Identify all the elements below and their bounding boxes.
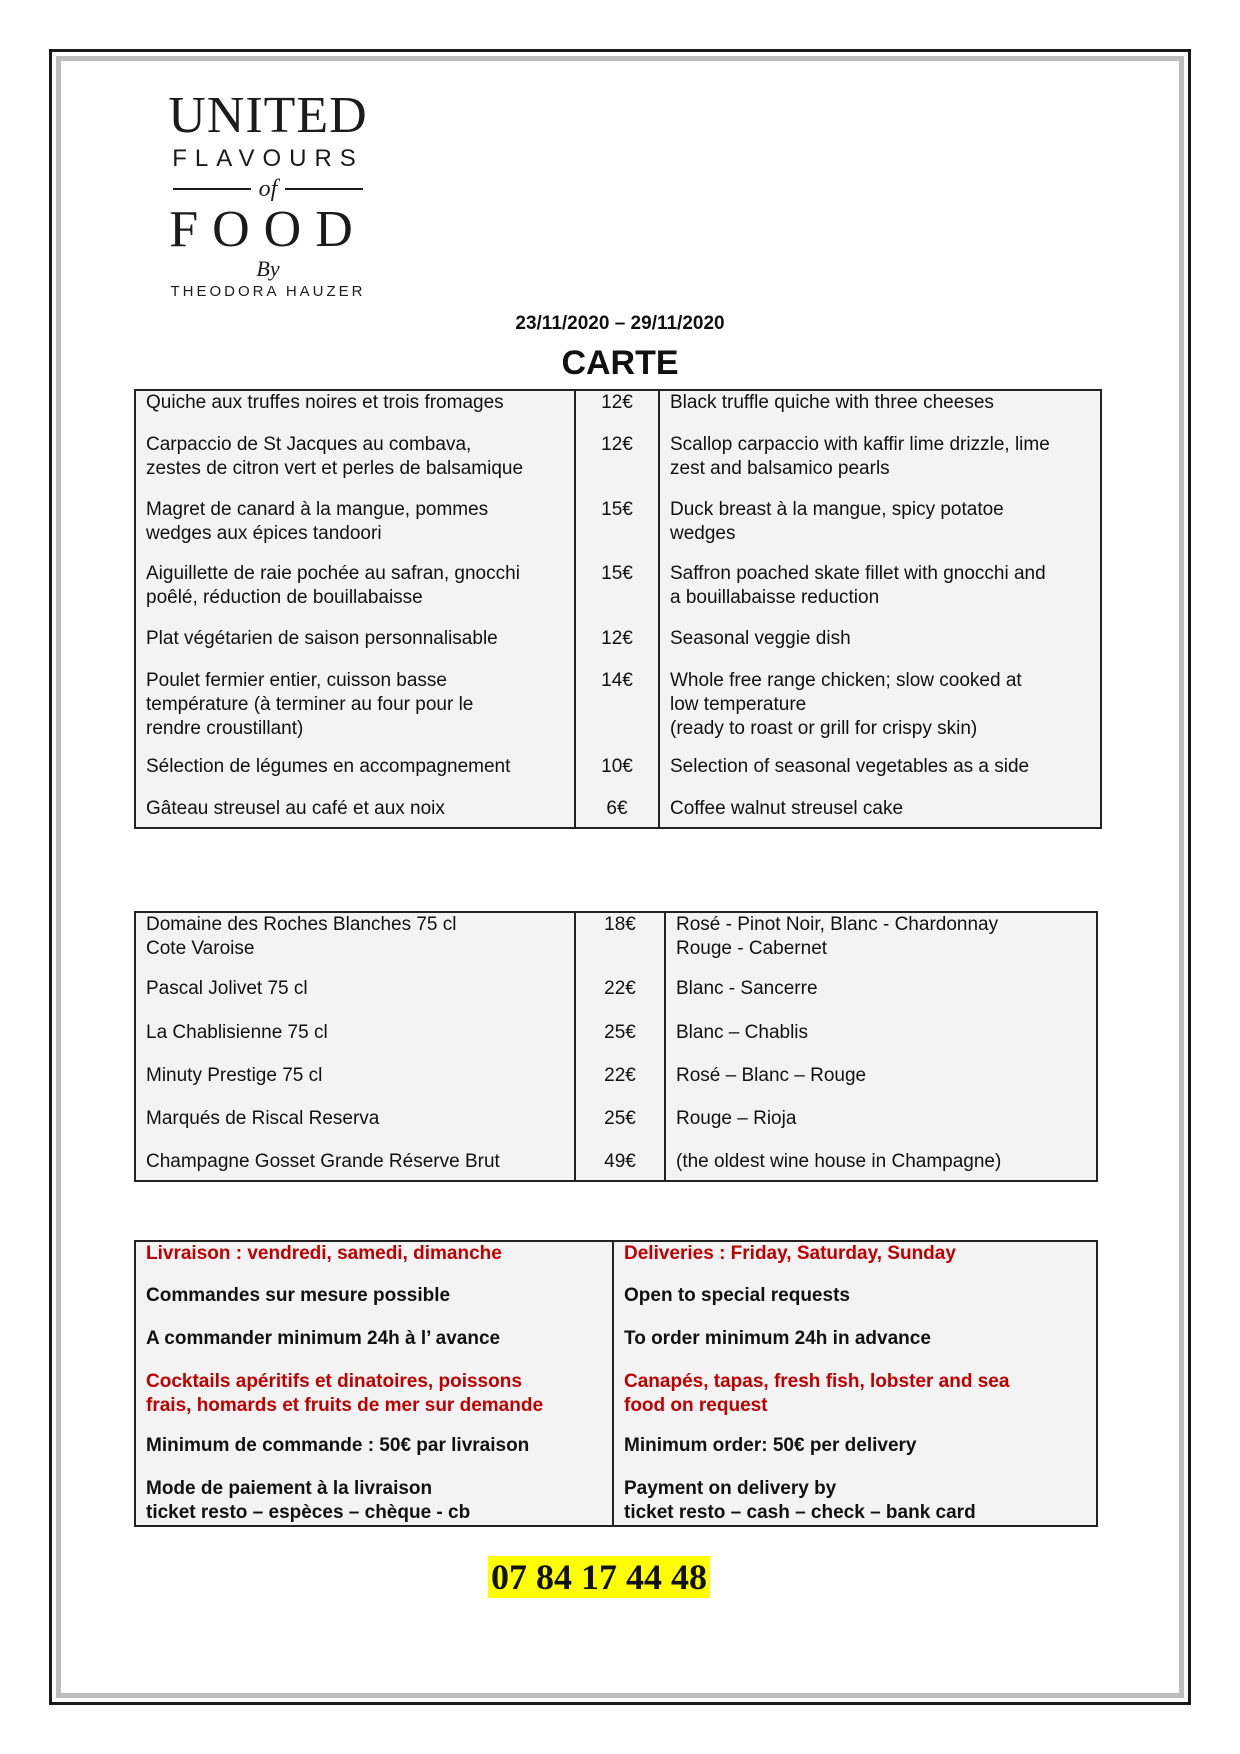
- wine-name: [135, 977, 575, 1021]
- info-en-line: Canapés, tapas, fresh fish, lobster and sea: [624, 1371, 1010, 1392]
- wine-name: [135, 1064, 575, 1107]
- dish-name-fr-line: rendre croustillant): [146, 718, 304, 739]
- info-fr: [135, 1434, 613, 1477]
- wine-description-line: Blanc - Sancerre: [676, 978, 818, 999]
- info-en-line: ticket resto – cash – check – bank card: [624, 1502, 976, 1523]
- wine-description-line: Rosé – Blanc – Rouge: [676, 1065, 867, 1086]
- wine-name-line: Pascal Jolivet 75 cl: [146, 978, 308, 999]
- phone-number[interactable]: 07 84 17 44 48: [488, 1556, 710, 1598]
- wine-name: [135, 912, 575, 977]
- info-en-line: Minimum order: 50€ per delivery: [624, 1435, 917, 1456]
- wine-name-line: Champagne Gosset Grande Réserve Brut: [146, 1151, 500, 1172]
- logo-united: UNITED: [168, 87, 368, 144]
- info-fr-line: Minimum de commande : 50€ par livraison: [146, 1435, 530, 1456]
- dish-name-fr-line: zestes de citron vert et perles de balsamique: [146, 458, 524, 479]
- wines-row: [135, 1064, 1097, 1107]
- delivery-info-table: [134, 1240, 1098, 1527]
- info-row: [135, 1241, 1097, 1284]
- info-en-line: Deliveries : Friday, Saturday, Sunday: [624, 1243, 956, 1264]
- dish-name-en-line: low temperature: [670, 694, 807, 715]
- dish-name-fr: [135, 627, 575, 669]
- dish-name-en-line: a bouillabaisse reduction: [670, 587, 880, 608]
- menu-row: [135, 669, 1101, 755]
- wine-description-line: Rouge - Cabernet: [676, 938, 828, 959]
- date-range: 23/11/2020 – 29/11/2020: [515, 313, 725, 334]
- dish-price: 15€: [575, 562, 659, 627]
- menu-row: [135, 562, 1101, 627]
- dish-name-fr-line: wedges aux épices tandoori: [146, 523, 382, 544]
- dish-name-en-line: Whole free range chicken; slow cooked at: [670, 670, 1022, 691]
- wine-name: [135, 1150, 575, 1181]
- menu-row: [135, 433, 1101, 498]
- info-en: [613, 1370, 1097, 1434]
- info-en-line: food on request: [624, 1395, 768, 1416]
- wine-description: [665, 1021, 1097, 1064]
- info-en: [613, 1434, 1097, 1477]
- info-row: [135, 1327, 1097, 1370]
- wine-price: 18€: [575, 912, 665, 977]
- wines-row: [135, 912, 1097, 977]
- info-fr: [135, 1284, 613, 1327]
- info-fr: [135, 1327, 613, 1370]
- dish-name-en: [659, 627, 1101, 669]
- info-en: [613, 1284, 1097, 1327]
- menu-row: [135, 755, 1101, 797]
- logo-of: of: [258, 175, 278, 202]
- info-fr: [135, 1370, 613, 1434]
- menu-row: [135, 627, 1101, 669]
- wine-description: [665, 1064, 1097, 1107]
- wine-description-line: Rouge – Rioja: [676, 1108, 797, 1129]
- info-row: [135, 1477, 1097, 1526]
- menu-table: [134, 389, 1102, 829]
- dish-name-fr-line: Plat végétarien de saison personnalisable: [146, 628, 498, 649]
- dish-price: 6€: [575, 797, 659, 828]
- dish-name-en: [659, 390, 1101, 433]
- info-fr-line: frais, homards et fruits de mer sur demande: [146, 1395, 544, 1416]
- dish-name-fr-line: température (à terminer au four pour le: [146, 694, 474, 715]
- wines-row: [135, 977, 1097, 1021]
- wine-name-line: Domaine des Roches Blanches 75 cl: [146, 914, 457, 935]
- dish-name-fr: [135, 669, 575, 755]
- wine-description-line: Blanc – Chablis: [676, 1022, 809, 1043]
- logo-food: FOOD: [169, 201, 367, 258]
- dish-name-fr-line: Sélection de légumes en accompagnement: [146, 756, 511, 777]
- dish-name-en-line: Black truffle quiche with three cheeses: [670, 392, 994, 413]
- menu-row: [135, 797, 1101, 828]
- logo-rule-left: [173, 188, 251, 190]
- dish-price: 15€: [575, 498, 659, 562]
- dish-price: 12€: [575, 390, 659, 433]
- wine-description: [665, 1150, 1097, 1181]
- wine-price: 25€: [575, 1107, 665, 1150]
- info-fr: [135, 1241, 613, 1284]
- menu-row: [135, 498, 1101, 562]
- info-row: [135, 1370, 1097, 1434]
- dish-name-fr: [135, 755, 575, 797]
- dish-name-en: [659, 755, 1101, 797]
- info-en: [613, 1477, 1097, 1526]
- dish-name-en: [659, 498, 1101, 562]
- info-en: [613, 1241, 1097, 1284]
- dish-name-en-line: Selection of seasonal vegetables as a side: [670, 756, 1030, 777]
- wine-description: [665, 912, 1097, 977]
- wine-price: 22€: [575, 977, 665, 1021]
- dish-name-fr-line: Poulet fermier entier, cuisson basse: [146, 670, 447, 691]
- info-en-line: To order minimum 24h in advance: [624, 1328, 931, 1349]
- dish-name-fr: [135, 562, 575, 627]
- info-fr-line: Commandes sur mesure possible: [146, 1285, 451, 1306]
- wine-name-line: La Chablisienne 75 cl: [146, 1022, 328, 1043]
- dish-name-en-line: zest and balsamico pearls: [670, 458, 890, 479]
- info-en-line: Open to special requests: [624, 1285, 850, 1306]
- info-fr-line: Cocktails apéritifs et dinatoires, poissons: [146, 1371, 522, 1392]
- menu-row: [135, 390, 1101, 433]
- wine-description: [665, 1107, 1097, 1150]
- dish-name-fr: [135, 390, 575, 433]
- dish-name-fr: [135, 498, 575, 562]
- dish-name-fr-line: Quiche aux truffes noires et trois fromages: [146, 392, 504, 413]
- wine-name-line: Cote Varoise: [146, 938, 255, 959]
- dish-name-en-line: Scallop carpaccio with kaffir lime drizzle, lime: [670, 434, 1050, 455]
- wines-row: [135, 1021, 1097, 1064]
- wine-price: 49€: [575, 1150, 665, 1181]
- dish-price: 12€: [575, 433, 659, 498]
- logo-divider: [148, 174, 388, 204]
- logo-author: THEODORA HAUZER: [170, 283, 366, 300]
- logo-rule-right: [285, 188, 363, 190]
- info-fr-line: Livraison : vendredi, samedi, dimanche: [146, 1243, 502, 1264]
- dish-name-en-line: Coffee walnut streusel cake: [670, 798, 904, 819]
- dish-name-fr-line: poêlé, réduction de bouillabaisse: [146, 587, 423, 608]
- info-row: [135, 1434, 1097, 1477]
- dish-name-fr-line: Magret de canard à la mangue, pommes: [146, 499, 489, 520]
- dish-name-en-line: Duck breast à la mangue, spicy potatoe: [670, 499, 1004, 520]
- dish-name-fr: [135, 433, 575, 498]
- info-fr: [135, 1477, 613, 1526]
- dish-price: 14€: [575, 669, 659, 755]
- wine-price: 22€: [575, 1064, 665, 1107]
- dish-name-fr: [135, 797, 575, 828]
- dish-name-fr-line: Aiguillette de raie pochée au safran, gnocchi: [146, 563, 520, 584]
- info-fr-line: A commander minimum 24h à l’ avance: [146, 1328, 501, 1349]
- dish-price: 12€: [575, 627, 659, 669]
- wine-table: [134, 911, 1098, 1182]
- dish-name-en: [659, 797, 1101, 828]
- wine-description-line: (the oldest wine house in Champagne): [676, 1151, 1002, 1172]
- info-en: [613, 1327, 1097, 1370]
- wine-name-line: Minuty Prestige 75 cl: [146, 1065, 323, 1086]
- wine-description-line: Rosé - Pinot Noir, Blanc - Chardonnay: [676, 914, 999, 935]
- info-en-line: Payment on delivery by: [624, 1478, 837, 1499]
- brand-logo: [148, 87, 388, 302]
- dish-name-fr-line: Gâteau streusel au café et aux noix: [146, 798, 445, 819]
- logo-flavours: FLAVOURS: [172, 145, 364, 172]
- dish-name-en-line: (ready to roast or grill for crispy skin): [670, 718, 978, 739]
- info-row: [135, 1284, 1097, 1327]
- wine-name-line: Marqués de Riscal Reserva: [146, 1108, 380, 1129]
- wine-name: [135, 1107, 575, 1150]
- dish-name-en: [659, 669, 1101, 755]
- wine-price: 25€: [575, 1021, 665, 1064]
- dish-price: 10€: [575, 755, 659, 797]
- wine-description: [665, 977, 1097, 1021]
- info-fr-line: Mode de paiement à la livraison: [146, 1478, 433, 1499]
- wines-row: [135, 1150, 1097, 1181]
- dish-name-fr-line: Carpaccio de St Jacques au combava,: [146, 434, 472, 455]
- dish-name-en-line: Seasonal veggie dish: [670, 628, 851, 649]
- wine-name: [135, 1021, 575, 1064]
- dish-name-en-line: wedges: [670, 523, 736, 544]
- wines-row: [135, 1107, 1097, 1150]
- logo-by: By: [256, 256, 280, 281]
- info-fr-line: ticket resto – espèces – chèque - cb: [146, 1502, 471, 1523]
- page-title: CARTE: [561, 344, 679, 382]
- dish-name-en: [659, 562, 1101, 627]
- dish-name-en: [659, 433, 1101, 498]
- dish-name-en-line: Saffron poached skate fillet with gnocchi and: [670, 563, 1046, 584]
